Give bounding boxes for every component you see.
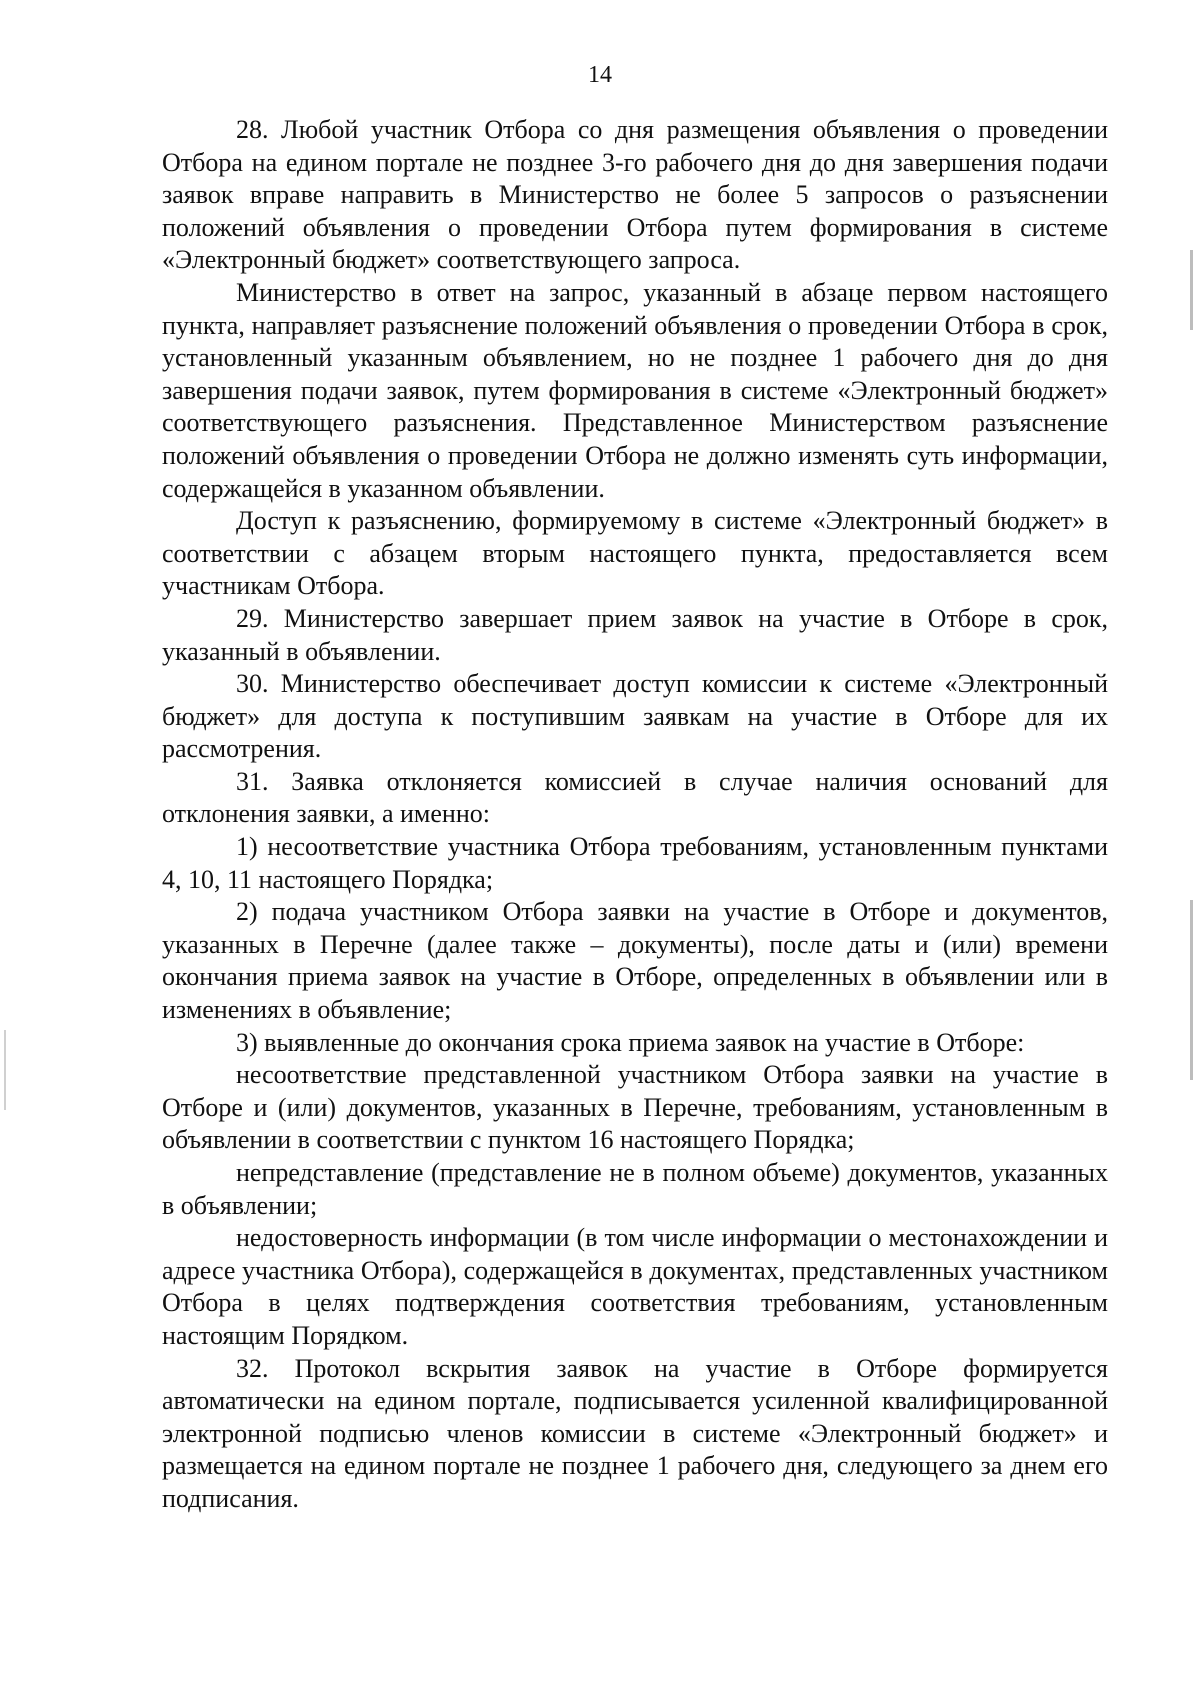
paragraph-31-item-3c: недостоверность информации (в том числе информации о местонахождении и адресе участника Отбора), содержащейся в документах, представленных участником Отбора в целях подтверждения соответствия требованиям, установленным настоящим Порядком. (162, 1223, 1108, 1350)
page-number: 14 (588, 62, 612, 88)
paragraph-29: 29. Министерство завершает прием заявок на участие в Отборе в срок, указанный в объявлении. (162, 603, 1108, 666)
paragraph-30: 30. Министерство обеспечивает доступ комиссии к системе «Электронный бюджет» для доступа к поступившим заявкам на участие в Отборе для их рассмотрения. (162, 669, 1108, 764)
paragraph-31-item-3b: непредставление (представление не в полном объеме) документов, указанных в объявлении; (162, 1158, 1108, 1220)
paragraph-28-response: Министерство в ответ на запрос, указанный в абзаце первом настоящего пункта, направляет разъяснение положений объявления о проведении Отбора в срок, установленный указанным объявлением, но не позднее 1 рабочего дня до дня завершения подачи заявок, путем формирования в системе «Электронный бюджет» соответствующего разъяснения. Представленное Министерством разъяснение положений объявления о проведении Отбора не должно изменять суть информации, содержащейся в указанном объявлении. (162, 277, 1108, 503)
paragraph-28: 28. Любой участник Отбора со дня размещения объявления о проведении Отбора на едином портале не позднее 3-го рабочего дня до дня завершения подачи заявок вправе направить в Министерство не более 5 запросов о разъяснении положений объявления о проведении Отбора путем формирования в системе «Электронный бюджет» соответствующего запроса. (162, 115, 1108, 275)
scan-edge-mark (1190, 900, 1193, 1080)
paragraph-31-item-1: 1) несоответствие участника Отбора требованиям, установленным пунктами 4, 10, 11 настоящего Порядка; (162, 832, 1108, 894)
paragraph-31-item-2: 2) подача участником Отбора заявки на участие в Отборе и документов, указанных в Перечне (далее также – документы), после даты и (или) времени окончания приема заявок на участие в Отборе, определенных в объявлении или в изменениях в объявление; (162, 897, 1108, 1025)
paragraph-31-item-3a: несоответствие представленной участником Отбора заявки на участие в Отборе и (или) документов, указанных в Перечне, требованиям, установленным в объявлении в соответствии с пунктом 16 настоящего Порядка; (162, 1060, 1108, 1155)
paragraph-31-item-3: 3) выявленные до окончания срока приема заявок на участие в Отборе: (236, 1027, 1025, 1057)
scan-edge-mark (1190, 250, 1193, 330)
paragraph-32: 32. Протокол вскрытия заявок на участие в Отборе формируется автоматически на едином портале, подписывается усиленной квалифицированной электронной подписью членов комиссии в системе «Электронный бюджет» и размещается на едином портале не позднее 1 рабочего дня, следующего за днем его подписания. (162, 1353, 1108, 1513)
paragraph-31: 31. Заявка отклоняется комиссией в случае наличия оснований для отклонения заявки, а именно: (162, 766, 1108, 829)
scan-edge-mark (4, 1030, 6, 1110)
paragraph-28-access: Доступ к разъяснению, формируемому в системе «Электронный бюджет» в соответствии с абзацем вторым настоящего пункта, предоставляется всем участникам Отбора. (162, 506, 1108, 601)
document-body (162, 114, 1108, 1516)
